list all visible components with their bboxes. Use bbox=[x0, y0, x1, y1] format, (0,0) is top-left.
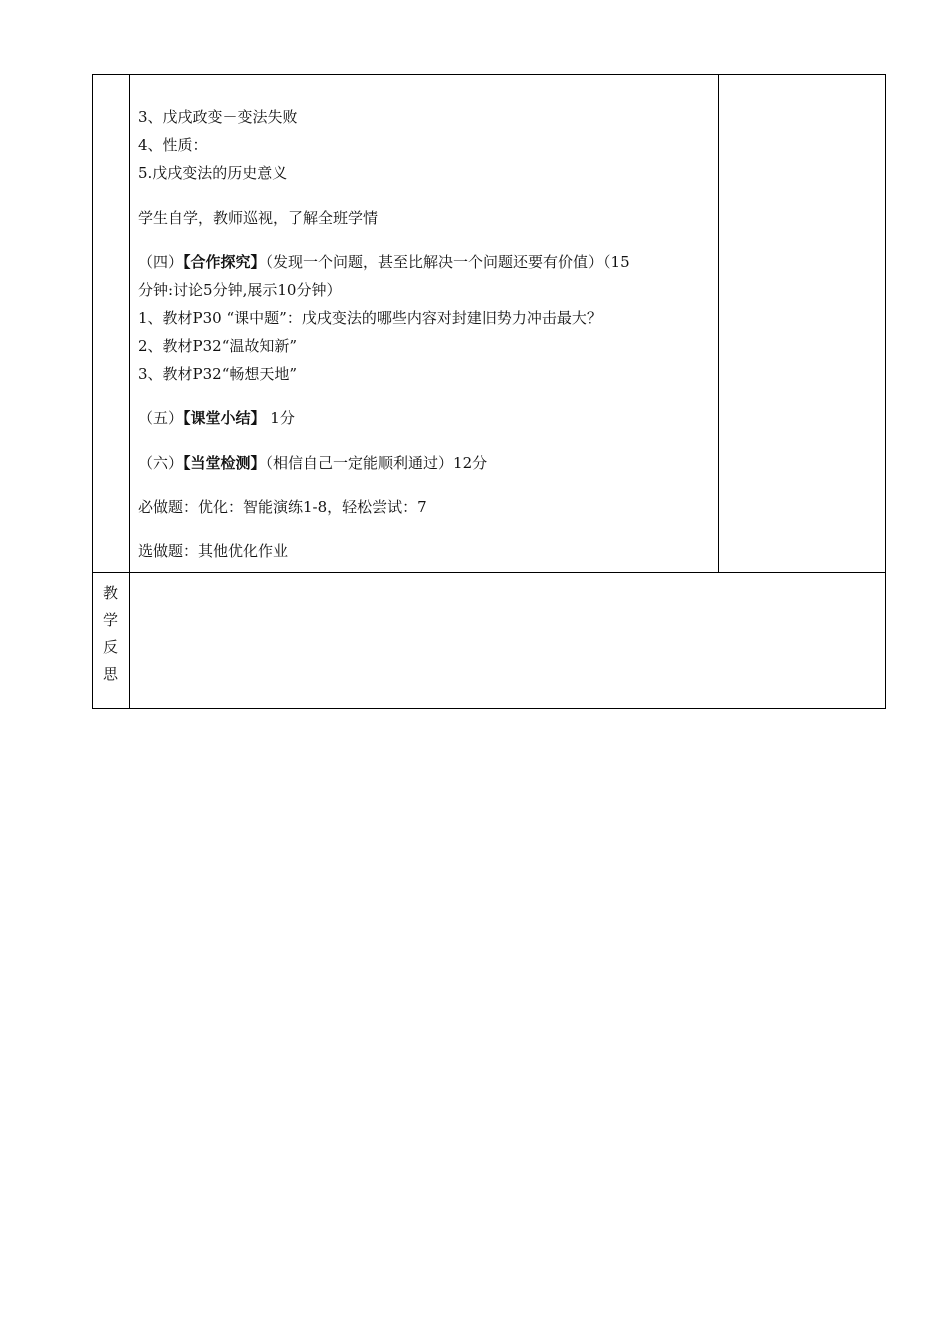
required-exercises: 必做题：优化：智能演练1-8，轻松尝试：7 bbox=[138, 498, 427, 516]
section-6-rest: （相信自己一定能顺利通过）12分 bbox=[265, 454, 488, 472]
section-5-rest: 1分 bbox=[265, 409, 295, 427]
table-right-column-divider bbox=[718, 74, 719, 573]
question-3: 3、教材P32“畅想天地” bbox=[138, 365, 298, 383]
section-4-title: 【合作探究】 bbox=[183, 253, 266, 271]
table-top-border bbox=[92, 74, 886, 75]
section-4-continuation: 分钟:讨论5分钟,展示10分钟） bbox=[138, 281, 342, 299]
section-5-heading bbox=[138, 408, 295, 428]
section-6-heading bbox=[138, 453, 487, 473]
content-line-4: 学生自学，教师巡视，了解全班学情 bbox=[138, 209, 379, 227]
content-line-2: 4、性质： bbox=[138, 136, 208, 154]
table-column-divider bbox=[129, 74, 130, 709]
table-right-border bbox=[885, 74, 886, 709]
reflection-label bbox=[92, 580, 129, 688]
section-4-rest: （发现一个问题，甚至比解决一个问题还要有价值）（15 bbox=[265, 253, 630, 271]
reflection-char-3: 反 bbox=[102, 638, 118, 656]
section-4-prefix: （四） bbox=[138, 253, 184, 271]
section-5-prefix: （五） bbox=[138, 409, 184, 427]
table-bottom-border bbox=[92, 708, 886, 709]
reflection-char-4: 思 bbox=[102, 665, 118, 683]
question-1: 1、教材P30 “课中题”：戊戌变法的哪些内容对封建旧势力冲击最大？ bbox=[138, 309, 602, 327]
question-2: 2、教材P32“温故知新” bbox=[138, 337, 298, 355]
section-4-heading bbox=[138, 252, 630, 272]
content-line-1: 3、戊戌政变－变法失败 bbox=[138, 108, 298, 126]
reflection-char-2: 学 bbox=[102, 611, 118, 629]
section-6-title: 【当堂检测】 bbox=[183, 454, 266, 472]
section-6-prefix: （六） bbox=[138, 454, 184, 472]
optional-exercises: 选做题：其他优化作业 bbox=[138, 542, 289, 560]
section-5-title: 【课堂小结】 bbox=[183, 409, 266, 427]
reflection-char-1: 教 bbox=[102, 584, 118, 602]
table-middle-border bbox=[92, 572, 886, 573]
content-line-3: 5.戊戌变法的历史意义 bbox=[138, 164, 288, 182]
